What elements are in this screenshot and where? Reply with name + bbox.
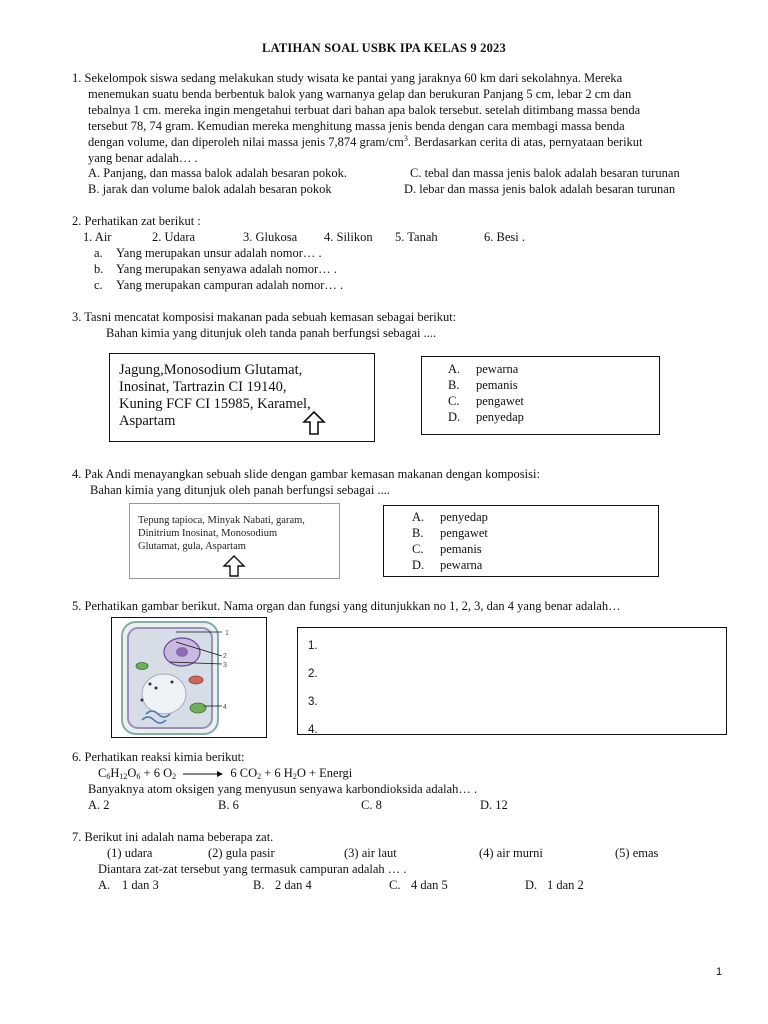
ingredient-line: Glutamat, gula, Aspartam [138,541,246,552]
option-d[interactable]: D. 1 dan 2 [525,878,584,892]
option-c[interactable]: C. 4 dan 5 [389,878,448,892]
q7-question: Diantara zat-zat tersebut yang termasuk campuran adalah … . [98,862,407,876]
q7-item: (1) udara [107,846,153,860]
q1-line: tersebut 78, 74 gram. Kemudian mereka menghitung massa jenis benda dengan cara membagi massa benda [88,119,625,133]
q6-question: Banyaknya atom oksigen yang menyusun senyawa karbondioksida adalah… . [88,782,478,796]
option-c[interactable]: C. tebal dan massa jenis balok adalah besaran turunan [410,166,680,180]
label-4: 4 [223,704,227,711]
option-c[interactable]: C. pemanis [412,542,482,556]
answer-2[interactable]: 2. [308,668,318,680]
option-b[interactable]: B. 6 [218,798,239,812]
option-d[interactable]: D. lebar dan massa jenis balok adalah besaran turunan [404,182,676,196]
ingredient-line: Kuning FCF CI 15985, Karamel, [119,396,311,412]
answer-box [297,627,727,735]
q1-line: tebalnya 1 cm. mereka ingin mengetahui terbuat dari bahan apa balok tersebut. setelah ditimbang massa benda [88,103,641,117]
option-a[interactable]: A. pewarna [448,362,519,376]
label-1: 1 [225,630,229,637]
option-a[interactable]: A. 1 dan 3 [98,878,159,892]
ingredient-box [129,503,340,579]
option-c[interactable]: C. 8 [361,798,382,812]
q2-item: 6. Besi . [484,230,525,244]
chemical-equation: $C_6H_{12}O_6 + 6$ $O_2$ 6 $CO_2 + 6$ $H_2O$ + Energi [98,766,353,781]
option-b[interactable]: B. jarak dan volume balok adalah besaran pokok [88,182,332,196]
option-d[interactable]: D. 12 [480,798,508,812]
option-c[interactable]: C. pengawet [448,394,524,408]
q4-sub: Bahan kimia yang ditunjuk oleh panah berfungsi sebagai .... [90,483,390,497]
ingredient-line: Jagung,Monosodium Glutamat, [119,362,303,378]
ingredient-line: Dinitrium Inosinat, Monosodium [138,528,278,539]
option-d[interactable]: D. pewarna [412,558,483,572]
q7-item: (4) air murni [479,846,543,860]
label-3: 3 [223,662,227,669]
q1-line: yang benar adalah… . [88,151,198,165]
label-2: 2 [223,653,227,660]
option-b[interactable]: B. 2 dan 4 [253,878,312,892]
q2-item: 4. Silikon [324,230,373,244]
page-number: 1 [716,966,723,978]
q7-item: (2) gula pasir [208,846,275,860]
reaction-arrow-icon [181,770,225,778]
answer-1[interactable]: 1. [308,640,318,652]
ingredient-line: Aspartam [119,413,176,429]
q1-line: 1. Sekelompok siswa sedang melakukan study wisata ke pantai yang jaraknya 60 km dari sekolahnya. Mereka [72,71,623,85]
q7-intro: 7. Berikut ini adalah nama beberapa zat. [72,830,274,844]
q2-sub: b. Yang merupakan senyawa adalah nomor… . [94,262,337,276]
q2-item: 1. Air [83,230,112,244]
q6-intro: 6. Perhatikan reaksi kimia berikut: [72,750,245,764]
option-d[interactable]: D. penyedap [448,410,524,424]
q7-item: (3) air laut [344,846,397,860]
q1-line: dengan volume, dan diperoleh nilai massa jenis 7,874 gram/$cm^3$. Berdasarkan cerita di atas, pernyataan berikut [88,134,643,149]
q2-item: 5. Tanah [395,230,438,244]
ingredient-line: Inosinat, Tartrazin CI 19140, [119,379,287,395]
q2-item: 2. Udara [152,230,196,244]
ingredient-line: Tepung tapioca, Minyak Nabati, garam, [138,515,305,526]
q3-intro: 3. Tasni mencatat komposisi makanan pada sebuah kemasan sebagai berikut: [72,310,457,324]
q2-intro: 2. Perhatikan zat berikut : [72,214,201,228]
ingredient-box [109,353,375,442]
q1-line: menemukan suatu benda berbentuk balok yang warnanya gelap dan berukuran Panjang 5 cm, lebar 2 cm dan [88,87,632,101]
page-title: LATIHAN SOAL USBK IPA KELAS 9 2023 [262,41,506,55]
option-b[interactable]: B. pemanis [448,378,518,392]
cell-diagram [111,617,267,738]
q5-intro: 5. Perhatikan gambar berikut. Nama organ dan fungsi yang ditunjukkan no 1, 2, 3, dan 4 yang benar adalah… [72,599,621,613]
answer-box [383,505,659,577]
q2-item: 3. Glukosa [243,230,298,244]
answer-box [421,356,660,435]
option-a[interactable]: A. penyedap [412,510,488,524]
q2-sub: a. Yang merupakan unsur adalah nomor… . [94,246,322,260]
answer-3[interactable]: 3. [308,696,318,708]
q4-intro: 4. Pak Andi menayangkan sebuah slide dengan gambar kemasan makanan dengan komposisi: [72,467,540,481]
q3-sub: Bahan kimia yang ditunjuk oleh tanda panah berfungsi sebagai .... [106,326,437,340]
option-b[interactable]: B. pengawet [412,526,488,540]
plant-cell-image [112,618,266,737]
arrow-up-icon [222,554,246,578]
answer-4[interactable]: 4. [308,724,318,736]
arrow-up-icon [302,410,326,436]
option-a[interactable]: A. Panjang, dan massa balok adalah besaran pokok. [88,166,347,180]
q7-item: (5) emas [615,846,659,860]
q2-sub: c. Yang merupakan campuran adalah nomor… . [94,278,344,292]
option-a[interactable]: A. 2 [88,798,110,812]
